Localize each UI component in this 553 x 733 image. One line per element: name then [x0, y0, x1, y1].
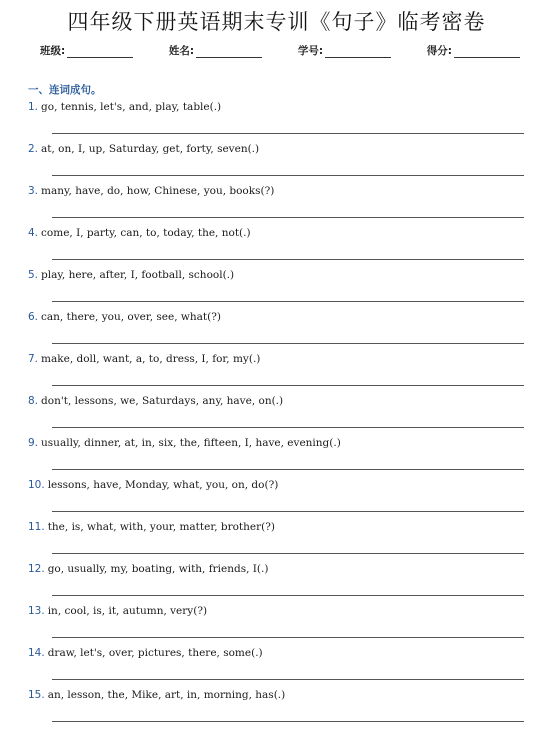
question-item [28, 518, 524, 560]
answer-line[interactable] [52, 217, 524, 218]
question-number: 3. [28, 185, 39, 197]
answer-line[interactable] [52, 301, 524, 302]
score-blank[interactable] [454, 46, 520, 58]
answer-line[interactable] [52, 595, 524, 596]
question-text-row [28, 140, 524, 158]
question-words: an, lesson, the, Mike, art, in, morning, has(.) [47, 689, 286, 701]
question-words: make, doll, want, a, to, dress, I, for, my(.) [41, 353, 261, 365]
question-item [28, 266, 524, 308]
question-item [28, 350, 524, 392]
question-words: at, on, I, up, Saturday, get, forty, seven(.) [41, 143, 260, 155]
question-text-row [28, 434, 524, 452]
question-text-row [28, 308, 524, 326]
question-words: lessons, have, Monday, what, you, on, do(?) [47, 479, 279, 491]
answer-line[interactable] [52, 721, 524, 722]
question-number: 14. [28, 647, 45, 659]
name-field [169, 43, 262, 58]
answer-line[interactable] [52, 679, 524, 680]
answer-line[interactable] [52, 175, 524, 176]
id-field [298, 43, 391, 58]
question-text-row [28, 392, 524, 410]
question-number: 11. [28, 521, 45, 533]
question-number: 8. [28, 395, 39, 407]
question-text-row [28, 602, 524, 620]
question-text-row [28, 476, 524, 494]
question-text-row [28, 224, 524, 242]
question-number: 7. [28, 353, 39, 365]
class-field [40, 43, 133, 58]
question-words: don't, lessons, we, Saturdays, any, have, on(.) [41, 395, 284, 407]
answer-line[interactable] [52, 553, 524, 554]
question-text-row [28, 98, 524, 116]
page-title: 四年级下册英语期末专训《句子》临考密卷 [67, 10, 486, 34]
question-number: 1. [28, 101, 39, 113]
class-blank[interactable] [67, 46, 133, 58]
question-item [28, 182, 524, 224]
answer-line[interactable] [52, 511, 524, 512]
question-text-row [28, 644, 524, 662]
question-words: the, is, what, with, your, matter, brother(?) [47, 521, 275, 533]
question-text-row [28, 560, 524, 578]
score-label: 得分: [426, 45, 452, 57]
question-number: 13. [28, 605, 45, 617]
question-words: many, have, do, how, Chinese, you, books(?) [41, 185, 275, 197]
question-item [28, 686, 524, 728]
answer-line[interactable] [52, 259, 524, 260]
answer-line[interactable] [52, 469, 524, 470]
answer-line[interactable] [52, 637, 524, 638]
score-field [427, 43, 520, 58]
answer-line[interactable] [52, 385, 524, 386]
answer-line[interactable] [52, 133, 524, 134]
question-item [28, 98, 524, 140]
class-label: 班级: [40, 45, 66, 57]
question-number: 10. [28, 479, 45, 491]
question-item [28, 644, 524, 686]
question-words: in, cool, is, it, autumn, very(?) [47, 605, 208, 617]
answer-line[interactable] [52, 343, 524, 344]
question-text-row [28, 266, 524, 284]
name-label: 姓名: [168, 45, 195, 57]
section-heading: 一、连词成句。 [28, 84, 102, 96]
question-number: 4. [28, 227, 39, 239]
id-blank[interactable] [325, 46, 391, 58]
name-blank[interactable] [196, 46, 262, 58]
question-text-row [28, 350, 524, 368]
question-number: 6. [28, 311, 39, 323]
question-item [28, 224, 524, 266]
question-words: go, tennis, let's, and, play, table(.) [41, 101, 222, 113]
question-text-row [28, 686, 524, 704]
question-item [28, 602, 524, 644]
question-text-row [28, 518, 524, 536]
question-item [28, 140, 524, 182]
question-item [28, 308, 524, 350]
question-words: usually, dinner, at, in, six, the, fifteen, I, have, evening(.) [41, 437, 341, 449]
question-words: come, I, party, can, to, today, the, not(.) [41, 227, 251, 239]
question-item [28, 434, 524, 476]
question-number: 15. [28, 689, 45, 701]
question-words: can, there, you, over, see, what(?) [41, 311, 221, 323]
question-number: 5. [28, 269, 39, 281]
student-info-row [40, 43, 520, 58]
question-words: draw, let's, over, pictures, there, some(.) [47, 647, 263, 659]
question-item [28, 392, 524, 434]
question-number: 12. [28, 563, 45, 575]
question-number: 2. [28, 143, 39, 155]
question-number: 9. [28, 437, 39, 449]
question-words: play, here, after, I, football, school(.) [41, 269, 235, 281]
id-label: 学号: [297, 45, 324, 57]
question-words: go, usually, my, boating, with, friends, I(.) [47, 563, 269, 575]
question-list [28, 98, 524, 728]
question-text-row [28, 182, 524, 200]
answer-line[interactable] [52, 427, 524, 428]
question-item [28, 476, 524, 518]
question-item [28, 560, 524, 602]
